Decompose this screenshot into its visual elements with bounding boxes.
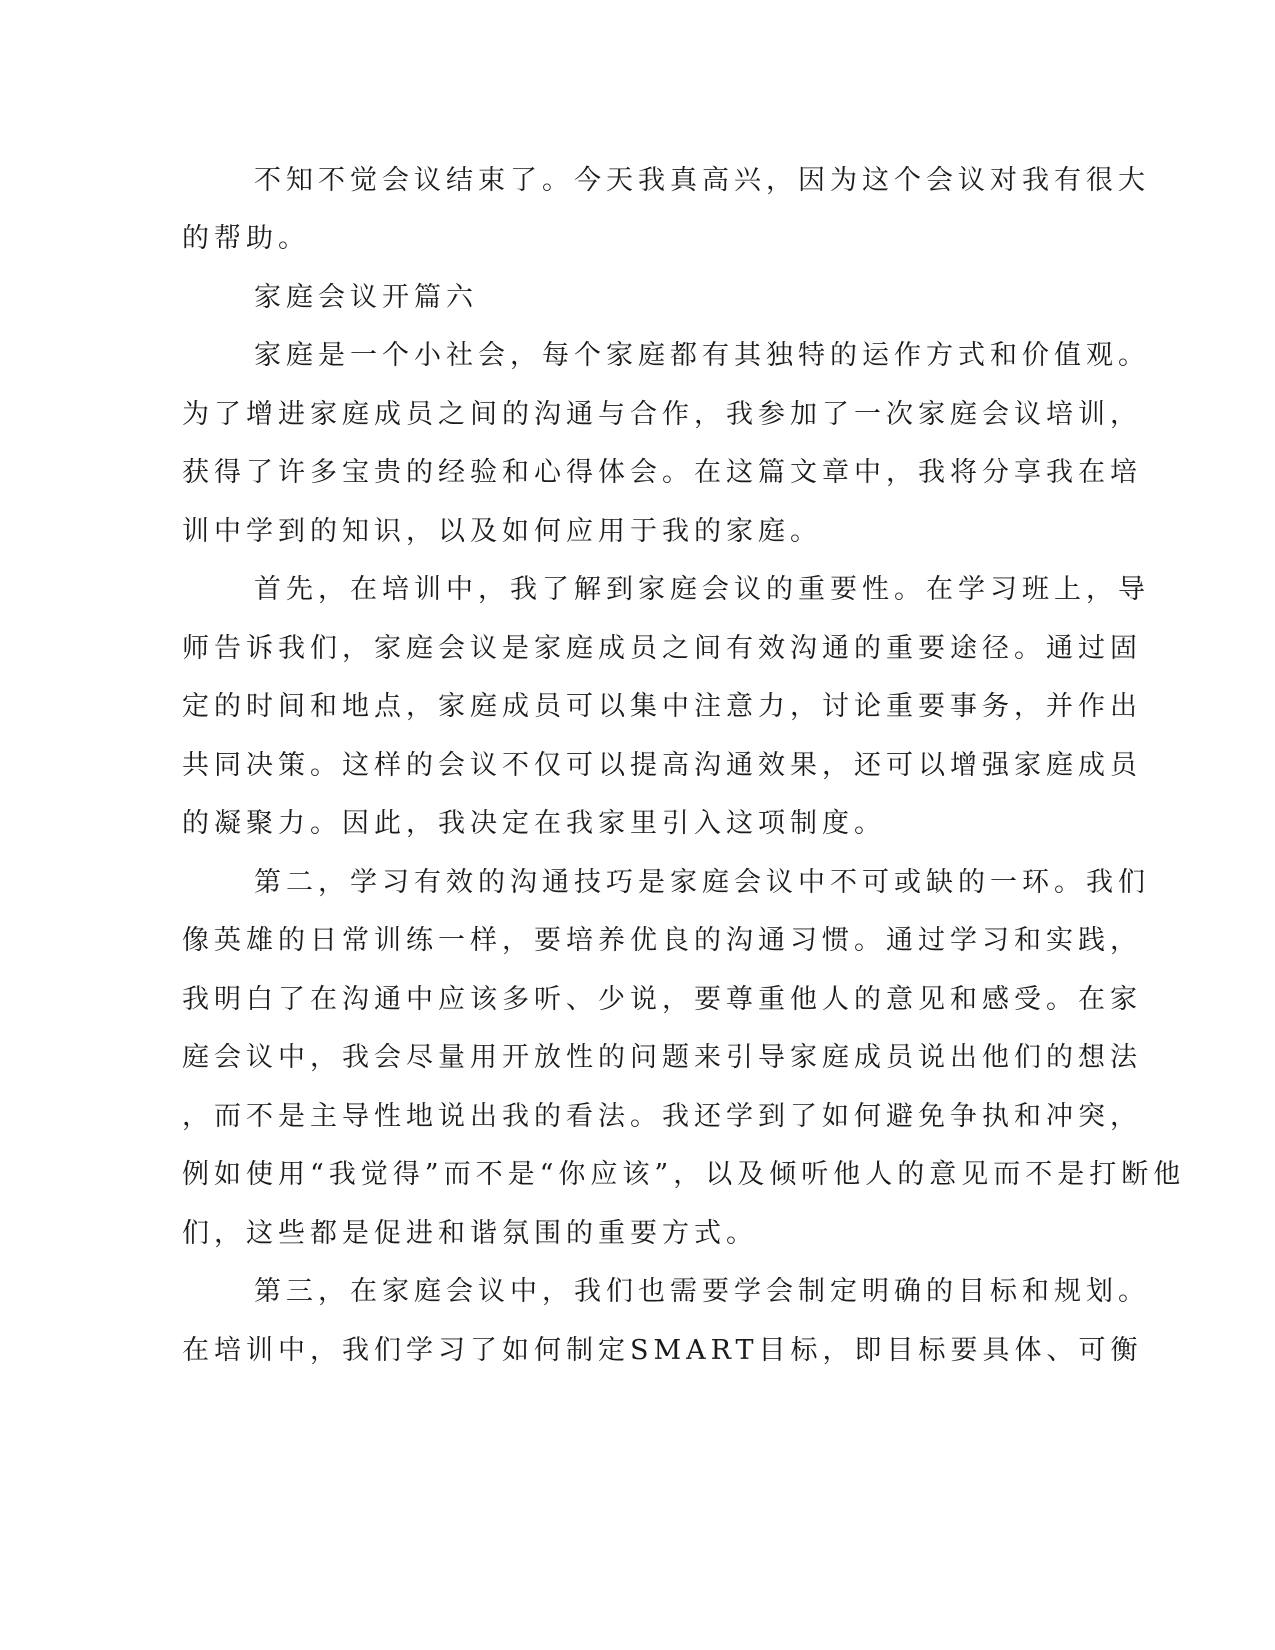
paragraph-line: 第二，学习有效的沟通技巧是家庭会议中不可或缺的一环。我们 <box>254 867 1150 898</box>
paragraph-line: 共同决策。这样的会议不仅可以提高沟通效果，还可以增强家庭成员 <box>182 750 1142 781</box>
paragraph-line: 的帮助。 <box>182 223 310 254</box>
paragraph-line: 训中学到的知识，以及如何应用于我的家庭。 <box>182 516 822 547</box>
paragraph-line: 定的时间和地点，家庭成员可以集中注意力，讨论重要事务，并作出 <box>182 691 1142 722</box>
paragraph-line: 师告诉我们，家庭会议是家庭成员之间有效沟通的重要途径。通过固 <box>182 633 1142 664</box>
paragraph-line: 不知不觉会议结束了。今天我真高兴，因为这个会议对我有很大 <box>254 165 1150 196</box>
paragraph-line: 们，这些都是促进和谐氛围的重要方式。 <box>182 1218 758 1249</box>
paragraph-line: 的凝聚力。因此，我决定在我家里引入这项制度。 <box>182 808 886 839</box>
paragraph-line: 首先，在培训中，我了解到家庭会议的重要性。在学习班上，导 <box>254 574 1150 605</box>
section-heading: 家庭会议开篇六 <box>254 282 478 313</box>
paragraph-line: 为了增进家庭成员之间的沟通与合作，我参加了一次家庭会议培训， <box>182 399 1142 430</box>
paragraph-line: 家庭是一个小社会，每个家庭都有其独特的运作方式和价值观。 <box>254 340 1150 371</box>
paragraph-line: 获得了许多宝贵的经验和心得体会。在这篇文章中，我将分享我在培 <box>182 457 1142 488</box>
paragraph-line: 例如使用“我觉得”而不是“你应该”，以及倾听他人的意见而不是打断他 <box>182 1159 1186 1190</box>
paragraph-line: ，而不是主导性地说出我的看法。我还学到了如何避免争执和冲突， <box>182 1101 1142 1132</box>
paragraph-line: 我明白了在沟通中应该多听、少说，要尊重他人的意见和感受。在家 <box>182 984 1142 1015</box>
paragraph-line: 第三，在家庭会议中，我们也需要学会制定明确的目标和规划。 <box>254 1276 1150 1307</box>
paragraph-line: 像英雄的日常训练一样，要培养优良的沟通习惯。通过学习和实践， <box>182 925 1142 956</box>
paragraph-line: 庭会议中，我会尽量用开放性的问题来引导家庭成员说出他们的想法 <box>182 1042 1142 1073</box>
paragraph-line: 在培训中，我们学习了如何制定SMART目标，即目标要具体、可衡 <box>182 1335 1143 1366</box>
